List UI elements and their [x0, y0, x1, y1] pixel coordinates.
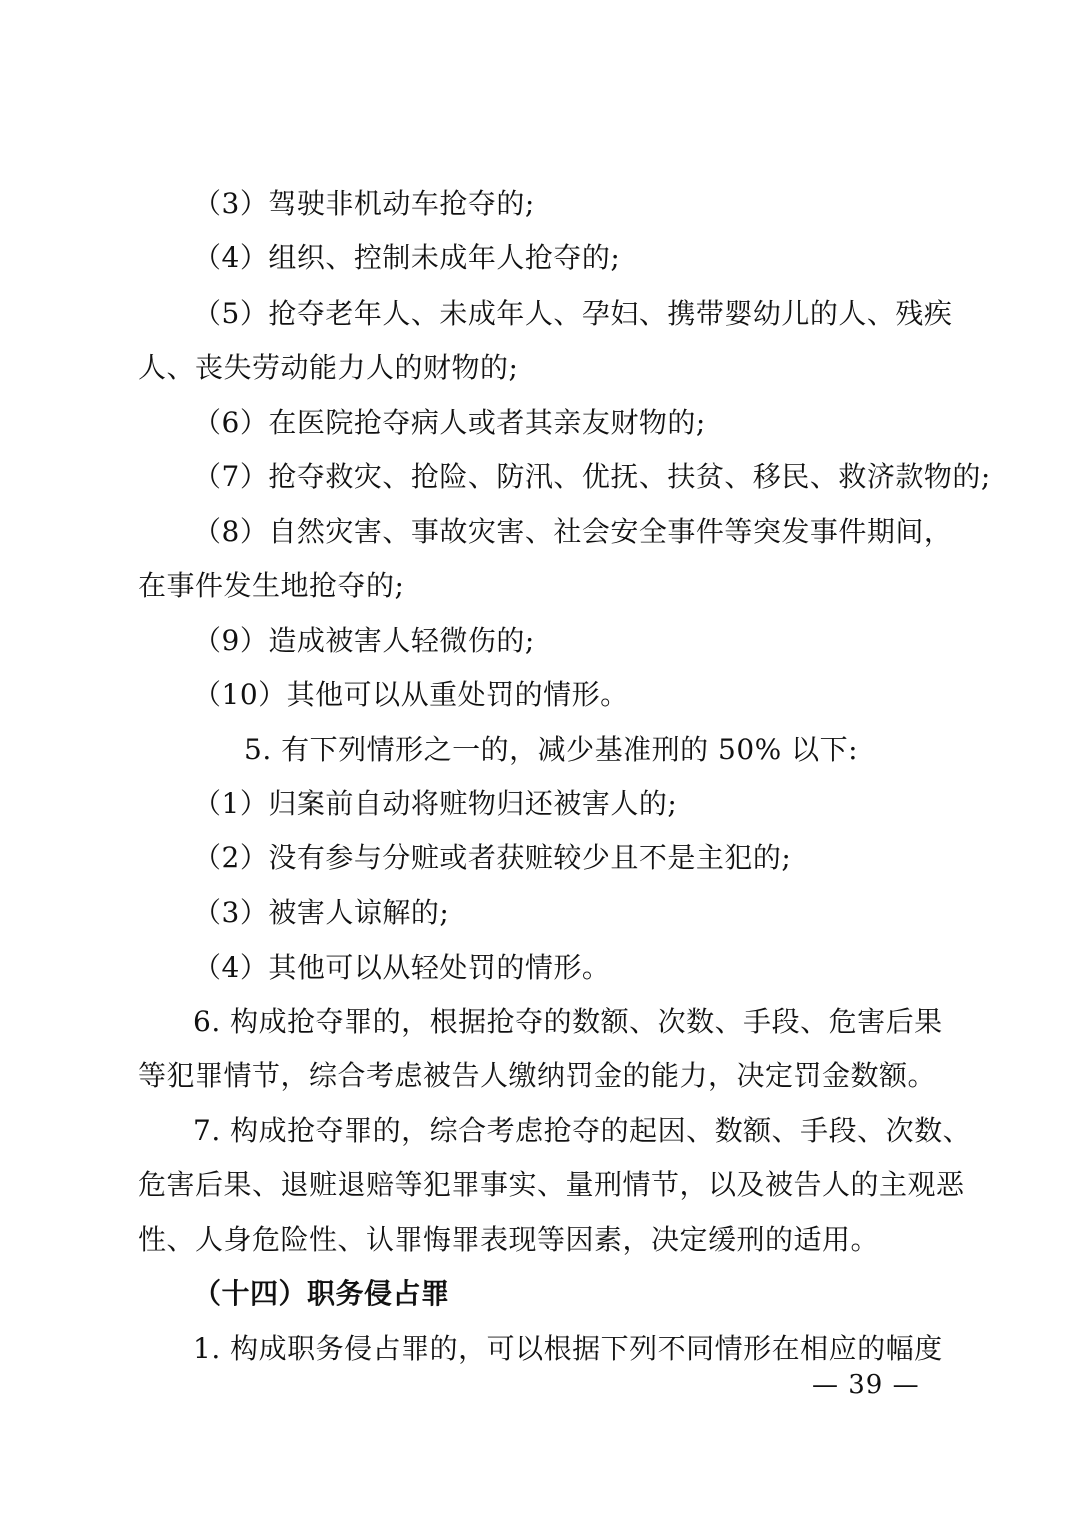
- text-line-2: （4）组织、控制未成年人抢夺的;: [193, 241, 621, 274]
- text-line-14: （3）被害人谅解的;: [193, 896, 450, 929]
- text-line-12: （1）归案前自动将赃物归还被害人的;: [193, 787, 678, 820]
- text-line-13: （2）没有参与分赃或者获赃较少且不是主犯的;: [193, 841, 792, 874]
- text-line-6: （7）抢夺救灾、抢险、防汛、优抚、扶贫、移民、救济款物的;: [193, 460, 991, 493]
- text-line-7: （8）自然灾害、事故灾害、社会安全事件等突发事件期间，: [193, 515, 953, 548]
- text-line-9: （9）造成被害人轻微伤的;: [193, 624, 535, 657]
- text-line-4: 人、丧失劳动能力人的财物的;: [138, 351, 519, 384]
- text-line-1: （3）驾驶非机动车抢夺的;: [193, 187, 535, 220]
- text-line-15: （4）其他可以从轻处罚的情形。: [193, 951, 611, 984]
- text-line-17: 等犯罪情节，综合考虑被告人缴纳罚金的能力，决定罚金数额。: [138, 1059, 937, 1092]
- text-line-5: （6）在医院抢夺病人或者其亲友财物的;: [193, 406, 706, 439]
- section-heading: （十四）职务侵占罪: [193, 1277, 450, 1310]
- text-line-20: 性、人身危险性、认罪悔罪表现等因素，决定缓刑的适用。: [138, 1223, 880, 1256]
- text-line-8: 在事件发生地抢夺的;: [138, 569, 405, 602]
- text-line-19: 危害后果、退赃退赔等犯罪事实、量刑情节，以及被告人的主观恶: [138, 1168, 965, 1201]
- page-number: — 39 —: [812, 1370, 920, 1400]
- text-line-22: 1. 构成职务侵占罪的，可以根据下列不同情形在相应的幅度: [193, 1332, 943, 1365]
- text-line-3: （5）抢夺老年人、未成年人、孕妇、携带婴幼儿的人、残疾: [193, 297, 953, 330]
- text-line-10: （10）其他可以从重处罚的情形。: [193, 678, 629, 711]
- text-line-18: 7. 构成抢夺罪的，综合考虑抢夺的起因、数额、手段、次数、: [193, 1114, 972, 1147]
- text-line-16: 6. 构成抢夺罪的，根据抢夺的数额、次数、手段、危害后果: [193, 1005, 943, 1038]
- text-line-11: 5. 有下列情形之一的，减少基准刑的 50% 以下:: [244, 733, 859, 766]
